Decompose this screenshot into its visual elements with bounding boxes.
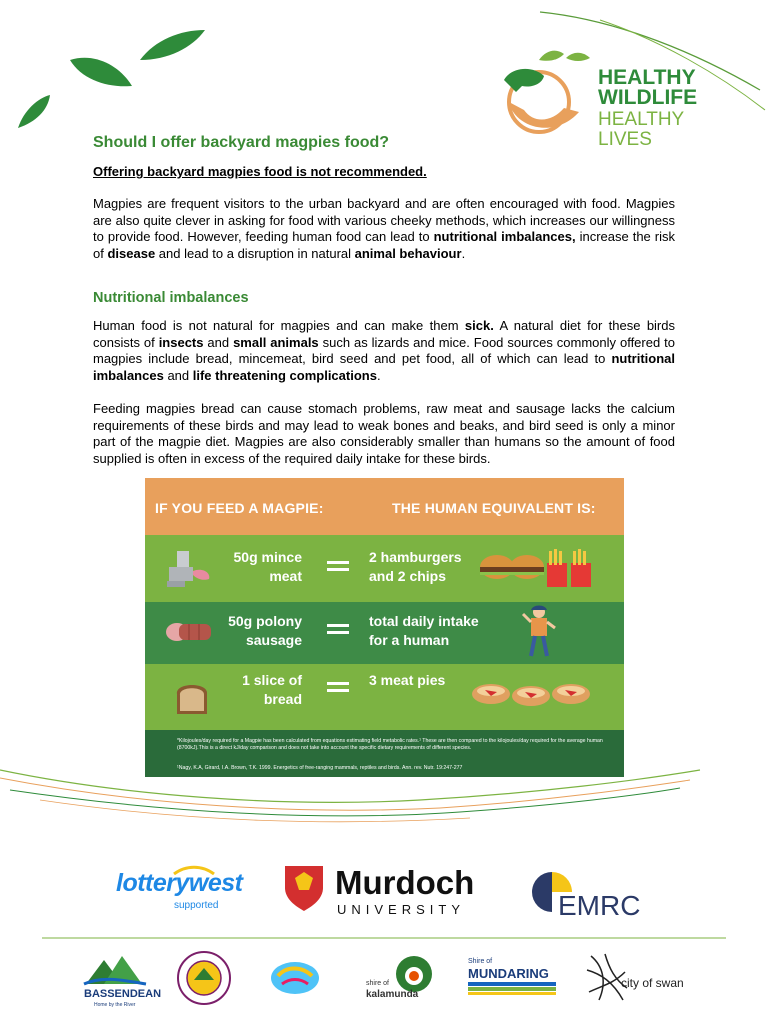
feeding-infographic xyxy=(145,478,624,777)
meat-pies-icon xyxy=(471,680,591,712)
brand-line1: HEALTHY xyxy=(598,66,696,89)
row3-right1: 3 meat pies xyxy=(369,672,446,688)
comparison-row xyxy=(145,664,624,730)
equals-icon xyxy=(327,620,349,638)
subheading: Offering backyard magpies food is not recommended. xyxy=(93,164,427,179)
murdoch-sub: UNIVERSITY xyxy=(337,902,466,917)
lotterywest-text: lotterywest xyxy=(116,869,243,897)
swan-logo xyxy=(585,952,689,1006)
section-heading: Nutritional imbalances xyxy=(93,290,249,306)
mundaring-logo xyxy=(468,958,558,1002)
belmont-mark-icon xyxy=(264,958,326,1004)
bayswater-logo xyxy=(176,950,232,1006)
mundaring-stripes-icon xyxy=(468,982,558,996)
emrc-text: EMRC xyxy=(558,890,641,921)
header-left: IF YOU FEED A MAGPIE: xyxy=(155,500,324,516)
row1-left2: meat xyxy=(269,568,302,584)
equals-icon xyxy=(327,557,349,575)
nutrition-paragraph: Human food is not natural for magpies and can make them sick. A natural diet for these birds consists of insects and small animals such as lizards and mice. Food sources commonly offered to magpies include bread, mincemeat, bird seed and pet food, all of which can lead to nutritional imbalances and life threatening complications. xyxy=(93,318,675,383)
bassendean-logo xyxy=(82,950,162,1012)
row1-right2: and 2 chips xyxy=(369,568,447,584)
murdoch-logo xyxy=(283,864,493,918)
lotterywest-sub: supported xyxy=(174,900,219,911)
bassendean-sub: Home by the River xyxy=(94,1002,136,1008)
kalamunda-name: kalamunda xyxy=(366,989,419,1000)
intro-paragraph: Magpies are frequent visitors to the urban backyard and are often encouraged with food. Magpies are also quite clever in asking for food with various cheeky methods, which increases our willingness to provide food. However, feeding human food can lead to nutritional imbalances, increase the risk of disease and lead to a disruption in natural animal behaviour. xyxy=(93,196,675,261)
bread-slice-icon xyxy=(173,680,211,716)
belmont-logo xyxy=(264,958,326,1006)
burgers-chips-icon xyxy=(479,545,599,593)
comparison-row xyxy=(145,535,624,602)
page-heading: Should I offer backyard magpies food? xyxy=(93,134,390,151)
hand-possum-icon xyxy=(494,42,594,142)
infographic-header xyxy=(145,478,624,535)
bayswater-seal-icon xyxy=(176,950,232,1006)
mundaring-name: MUNDARING xyxy=(468,966,549,981)
lotterywest-logo xyxy=(116,865,243,915)
row2-right2: for a human xyxy=(369,632,450,648)
row1-left1: 50g mince xyxy=(233,549,302,565)
infographic-footnote xyxy=(145,730,624,777)
row1-right1: 2 hamburgers xyxy=(369,549,462,565)
equals-icon xyxy=(327,678,349,696)
kalamunda-logo xyxy=(362,954,440,1006)
brand-line2: WILDLIFE xyxy=(598,86,698,109)
lotterywest-arc xyxy=(172,865,216,875)
comparison-row xyxy=(145,602,624,664)
header-right: THE HUMAN EQUIVALENT IS: xyxy=(392,500,596,516)
brand-line3: HEALTHY LIVES xyxy=(598,109,684,150)
row2-left2: sausage xyxy=(245,632,302,648)
healthy-wildlife-logo xyxy=(494,42,714,150)
bassendean-mark-icon xyxy=(82,950,148,988)
footnote-1: *Kilojoules/day required for a Magpie has been calculated from equations estimating field metabolic rates.¹ These are then compared to the kilojoules/day required for the average human (8700kJ).This is a direct kJ/day comparison and does not take into account the specific dietary requirements of different species. xyxy=(177,738,603,751)
swan-name: city of swan xyxy=(621,976,684,990)
murdoch-crest-icon xyxy=(283,864,327,912)
kalamunda-mark-icon xyxy=(394,954,438,994)
bassendean-name: BASSENDEAN xyxy=(84,988,162,1000)
row2-right1: total daily intake xyxy=(369,613,479,629)
mundaring-top: Shire of xyxy=(468,958,493,965)
row3-left1: 1 slice of xyxy=(242,672,302,688)
person-icon xyxy=(521,604,561,662)
kalamunda-top: shire of xyxy=(366,980,389,987)
row2-left1: 50g polony xyxy=(228,613,302,629)
murdoch-name: Murdoch xyxy=(335,864,475,901)
row3-left2: bread xyxy=(263,691,302,707)
bread-paragraph: Feeding magpies bread can cause stomach problems, raw meat and sausage lacks the calcium requirements of these birds and may lead to weak bones and beaks, and bird seed is only a minor part of the magpie diet. Magpies are also considerably smaller than humans so the amount of food supplied is often in excess of the required daily intake for these birds. xyxy=(93,401,675,466)
footnote-2: ¹Nagy, K.A, Girard, I.A. Brown, T.K. 1999. Energetics of free-ranging mammals, reptiles and birds. Ann. rev. Nutr. 19:247-277 xyxy=(177,765,463,771)
emrc-logo xyxy=(528,868,658,920)
